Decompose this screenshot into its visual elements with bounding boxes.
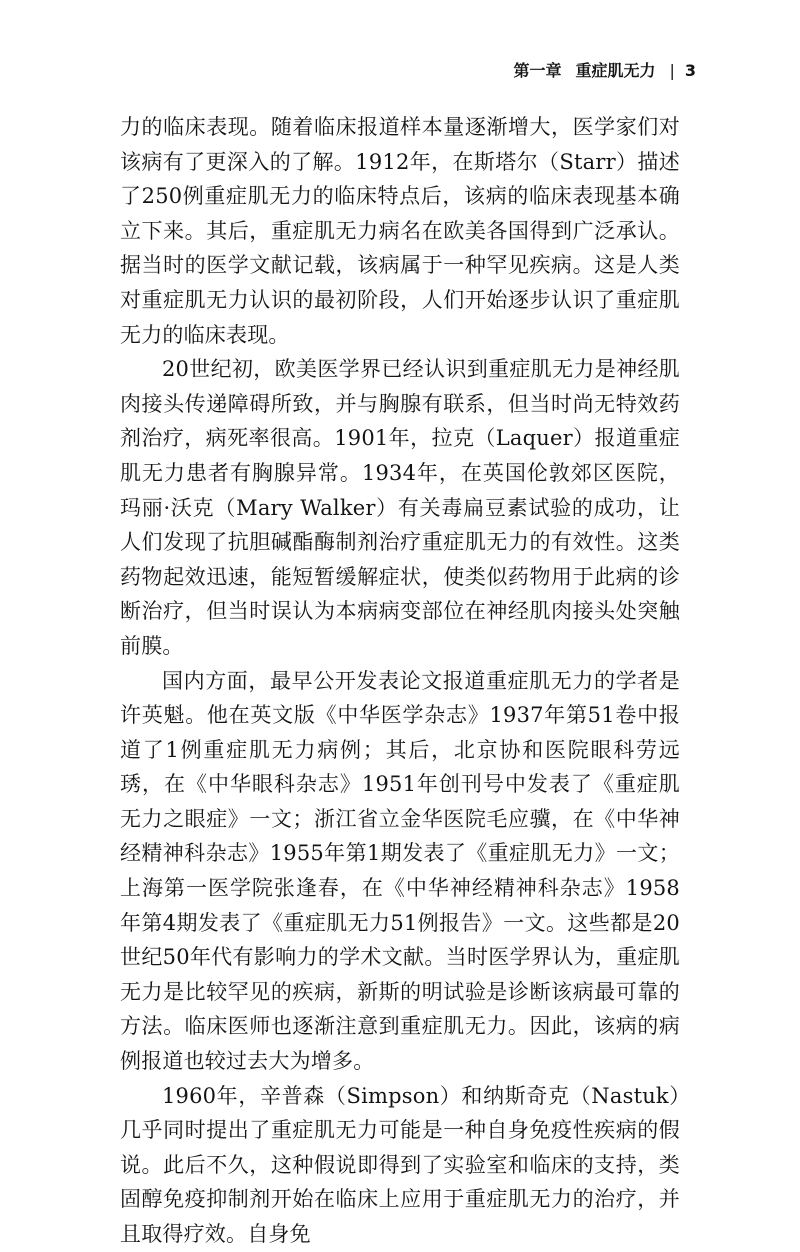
paragraph-3: 国内方面，最早公开发表论文报道重症肌无力的学者是许英魁。他在英文版《中华医学杂志》1937年第51卷中报道了1例重症肌无力病例；其后，北京协和医院眼科劳远琇，在《中华眼科杂志》1951年创刊号中发表了《重症肌无力之眼症》一文；浙江省立金华医院毛应骥，在《中华神经精神科杂志》1955年第1期发表了《重症肌无力》一文；上海第一医学院张逢春，在《中华神经精神科杂志》1958年第4期发表了《重症肌无力51例报告》一文。这些都是20世纪50年代有影响力的学术文献。当时医学界认为，重症肌无力是比较罕见的疾病，新斯的明试验是诊断该病最可靠的方法。临床医师也逐渐注意到重症肌无力。因此，该病的病例报道也较过去大为增多。: [120, 668, 680, 1074]
body-text: [120, 110, 680, 1252]
chapter-title: 重症肌无力: [575, 61, 656, 80]
page-number: 3: [684, 61, 696, 80]
paragraph-4: 1960年，辛普森（Simpson）和纳斯奇克（Nastuk）几乎同时提出了重症肌无力可能是一种自身免疫性疾病的假说。此后不久，这种假说即得到了实验室和临床的支持，类固醇免疫抑制剂开始在临床上应用于重症肌无力的治疗，并且取得疗效。自身免: [120, 1083, 680, 1246]
paragraph-1: 力的临床表现。随着临床报道样本量逐渐增大，医学家们对该病有了更深入的了解。1912年，在斯塔尔（Starr）描述了250例重症肌无力的临床特点后，该病的临床表现基本确立下来。其后，重症肌无力病名在欧美各国得到广泛承认。据当时的医学文献记载，该病属于一种罕见疾病。这是人类对重症肌无力认识的最初阶段，人们开始逐步认识了重症肌无力的临床表现。: [120, 115, 680, 347]
chapter-label: 第一章: [513, 61, 562, 80]
paragraph-2: 20世纪初，欧美医学界已经认识到重症肌无力是神经肌肉接头传递障碍所致，并与胸腺有联系，但当时尚无特效药剂治疗，病死率很高。1901年，拉克（Laquer）报道重症肌无力患者有胸腺异常。1934年，在英国伦敦郊区医院，玛丽·沃克（Mary Walker）有关毒扁豆素试验的成功，让人们发现了抗胆碱酯酶制剂治疗重症肌无力的有效性。这类药物起效迅速，能短暂缓解症状，使类似药物用于此病的诊断治疗，但当时误认为本病病变部位在神经肌肉接头处突触前膜。: [120, 357, 680, 658]
header-separator: |: [669, 61, 675, 80]
running-header: [513, 60, 696, 82]
